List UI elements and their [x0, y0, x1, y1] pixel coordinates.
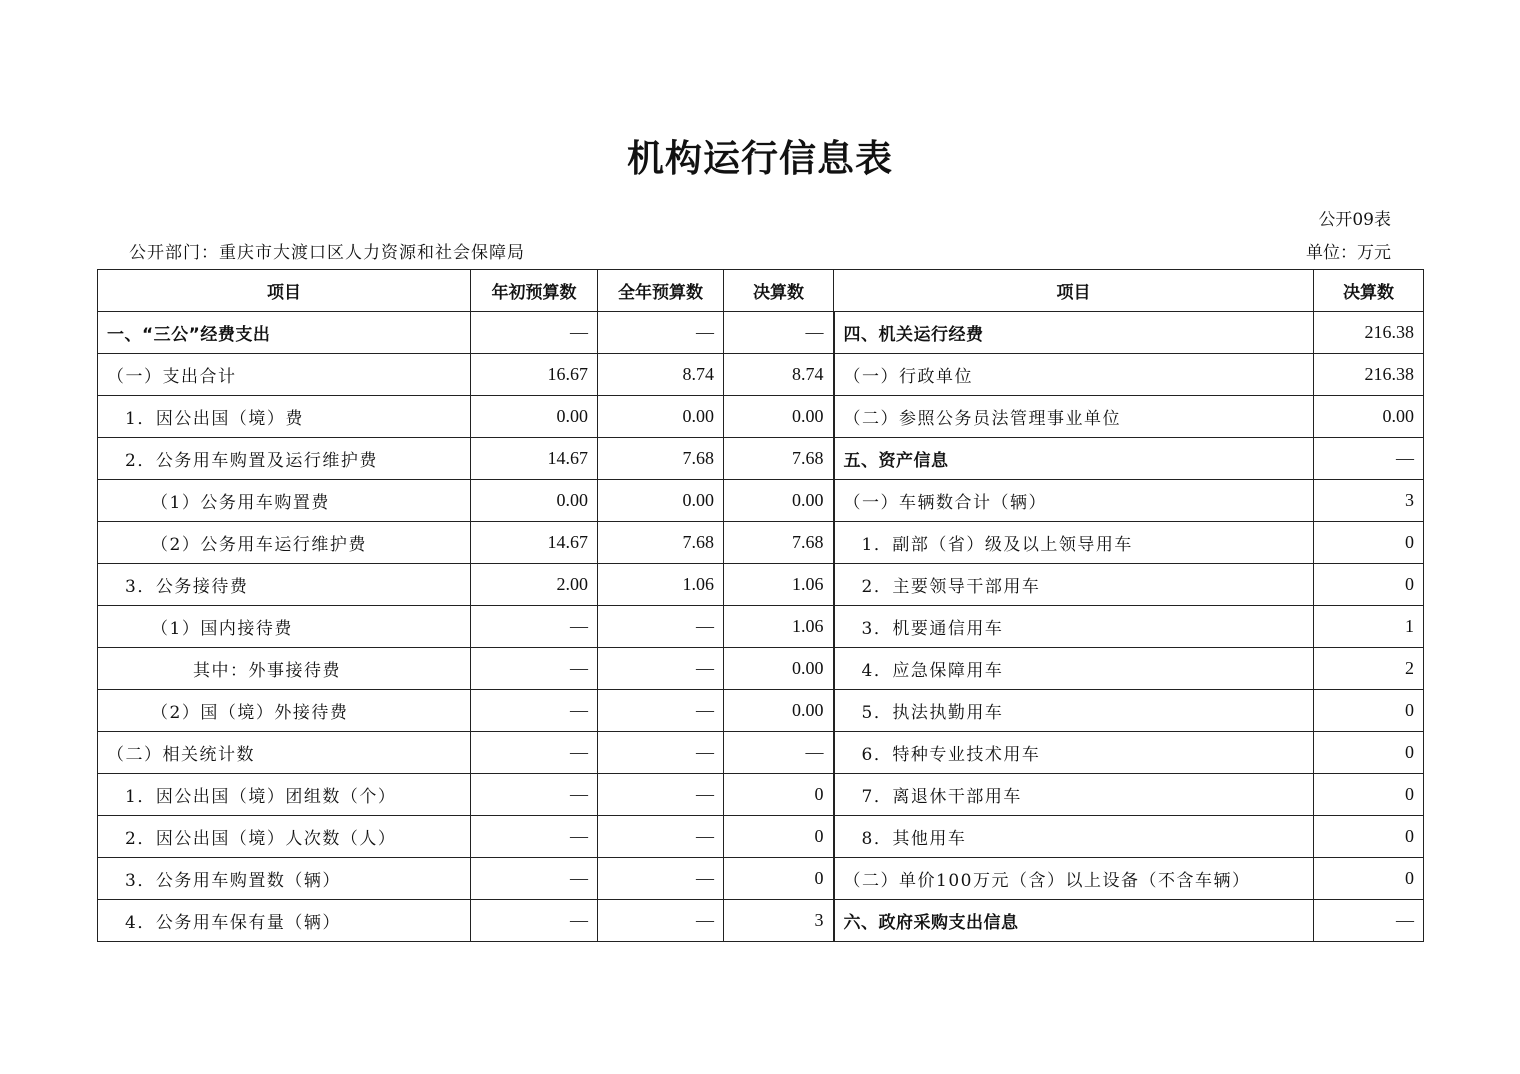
right-item-label: 3．机要通信用车 [834, 606, 1314, 648]
final-right-cell: 2 [1314, 648, 1424, 690]
final-right-cell: 0 [1314, 732, 1424, 774]
right-item-label: （一）行政单位 [834, 354, 1314, 396]
table-row [98, 690, 1424, 732]
final-left-cell: 0 [724, 816, 834, 858]
annual-budget-cell: 0.00 [598, 396, 724, 438]
initial-budget-cell: — [471, 774, 598, 816]
annual-budget-cell: — [598, 732, 724, 774]
final-right-cell: 0 [1314, 522, 1424, 564]
initial-budget-cell: — [471, 816, 598, 858]
left-item-label: （1）公务用车购置费 [98, 480, 471, 522]
final-right-cell: 1 [1314, 606, 1424, 648]
info-table [97, 269, 1424, 942]
table-row [98, 774, 1424, 816]
final-right-cell: — [1314, 438, 1424, 480]
table-row [98, 312, 1424, 354]
right-item-label: 1．副部（省）级及以上领导用车 [834, 522, 1314, 564]
final-right-cell: 216.38 [1314, 312, 1424, 354]
table-row [98, 858, 1424, 900]
form-number: 公开09表 [1318, 210, 1391, 230]
left-item-label: （一）支出合计 [98, 354, 471, 396]
right-item-label: （一）车辆数合计（辆） [834, 480, 1314, 522]
annual-budget-cell: 7.68 [598, 522, 724, 564]
left-item-label: 3．公务接待费 [98, 564, 471, 606]
table-row [98, 396, 1424, 438]
final-left-cell: 1.06 [724, 606, 834, 648]
header-final-right: 决算数 [1314, 270, 1424, 312]
final-right-cell: 0 [1314, 858, 1424, 900]
initial-budget-cell: 0.00 [471, 480, 598, 522]
left-item-label: 4．公务用车保有量（辆） [98, 900, 471, 942]
right-item-label: 五、资产信息 [834, 438, 1314, 480]
table-row [98, 354, 1424, 396]
final-left-cell: 0.00 [724, 648, 834, 690]
left-item-label: 1．因公出国（境）费 [98, 396, 471, 438]
left-item-label: 一、“三公”经费支出 [98, 312, 471, 354]
initial-budget-cell: — [471, 690, 598, 732]
table-row [98, 648, 1424, 690]
annual-budget-cell: 7.68 [598, 438, 724, 480]
left-item-label: 其中：外事接待费 [98, 648, 471, 690]
final-left-cell: 0.00 [724, 396, 834, 438]
final-right-cell: 3 [1314, 480, 1424, 522]
final-right-cell: 216.38 [1314, 354, 1424, 396]
final-left-cell: 0.00 [724, 480, 834, 522]
left-item-label: （2）公务用车运行维护费 [98, 522, 471, 564]
final-right-cell: 0 [1314, 564, 1424, 606]
final-left-cell: 7.68 [724, 438, 834, 480]
initial-budget-cell: — [471, 900, 598, 942]
final-left-cell: 3 [724, 900, 834, 942]
left-item-label: 2．因公出国（境）人次数（人） [98, 816, 471, 858]
final-right-cell: — [1314, 900, 1424, 942]
table-row [98, 438, 1424, 480]
department-label: 公开部门：重庆市大渡口区人力资源和社会保障局 [129, 243, 525, 263]
final-left-cell: 0 [724, 774, 834, 816]
header-item-left: 项目 [98, 270, 471, 312]
right-item-label: 4．应急保障用车 [834, 648, 1314, 690]
final-right-cell: 0 [1314, 816, 1424, 858]
initial-budget-cell: 14.67 [471, 522, 598, 564]
left-item-label: 3．公务用车购置数（辆） [98, 858, 471, 900]
initial-budget-cell: 14.67 [471, 438, 598, 480]
annual-budget-cell: 0.00 [598, 480, 724, 522]
final-left-cell: 7.68 [724, 522, 834, 564]
final-left-cell: 1.06 [724, 564, 834, 606]
header-item-right: 项目 [834, 270, 1314, 312]
final-right-cell: 0.00 [1314, 396, 1424, 438]
final-left-cell: 0.00 [724, 690, 834, 732]
header-initial-budget: 年初预算数 [471, 270, 598, 312]
annual-budget-cell: — [598, 774, 724, 816]
right-item-label: 8．其他用车 [834, 816, 1314, 858]
final-left-cell: 8.74 [724, 354, 834, 396]
final-left-cell: — [724, 312, 834, 354]
final-left-cell: 0 [724, 858, 834, 900]
table-row [98, 816, 1424, 858]
page-title: 机构运行信息表 [627, 137, 893, 180]
table-row [98, 564, 1424, 606]
left-item-label: （2）国（境）外接待费 [98, 690, 471, 732]
annual-budget-cell: — [598, 312, 724, 354]
right-item-label: （二）单价100万元（含）以上设备（不含车辆） [834, 858, 1314, 900]
annual-budget-cell: — [598, 816, 724, 858]
initial-budget-cell: — [471, 732, 598, 774]
annual-budget-cell: — [598, 858, 724, 900]
header-annual-budget: 全年预算数 [598, 270, 724, 312]
table-row [98, 522, 1424, 564]
initial-budget-cell: — [471, 606, 598, 648]
annual-budget-cell: — [598, 690, 724, 732]
annual-budget-cell: — [598, 606, 724, 648]
annual-budget-cell: — [598, 900, 724, 942]
initial-budget-cell: 16.67 [471, 354, 598, 396]
right-item-label: （二）参照公务员法管理事业单位 [834, 396, 1314, 438]
annual-budget-cell: — [598, 648, 724, 690]
initial-budget-cell: — [471, 312, 598, 354]
table-header-row [98, 270, 1424, 312]
initial-budget-cell: — [471, 858, 598, 900]
right-item-label: 四、机关运行经费 [834, 312, 1314, 354]
left-item-label: （1）国内接待费 [98, 606, 471, 648]
initial-budget-cell: 0.00 [471, 396, 598, 438]
annual-budget-cell: 8.74 [598, 354, 724, 396]
table-row [98, 732, 1424, 774]
header-final-left: 决算数 [724, 270, 834, 312]
annual-budget-cell: 1.06 [598, 564, 724, 606]
right-item-label: 7．离退休干部用车 [834, 774, 1314, 816]
right-item-label: 六、政府采购支出信息 [834, 900, 1314, 942]
right-item-label: 6．特种专业技术用车 [834, 732, 1314, 774]
final-left-cell: — [724, 732, 834, 774]
unit-label: 单位：万元 [1306, 243, 1391, 263]
initial-budget-cell: — [471, 648, 598, 690]
right-item-label: 5．执法执勤用车 [834, 690, 1314, 732]
table-row [98, 606, 1424, 648]
table-row [98, 900, 1424, 942]
final-right-cell: 0 [1314, 774, 1424, 816]
initial-budget-cell: 2.00 [471, 564, 598, 606]
left-item-label: （二）相关统计数 [98, 732, 471, 774]
table-row [98, 480, 1424, 522]
left-item-label: 2．公务用车购置及运行维护费 [98, 438, 471, 480]
table-body [98, 312, 1424, 942]
right-item-label: 2．主要领导干部用车 [834, 564, 1314, 606]
left-item-label: 1．因公出国（境）团组数（个） [98, 774, 471, 816]
final-right-cell: 0 [1314, 690, 1424, 732]
